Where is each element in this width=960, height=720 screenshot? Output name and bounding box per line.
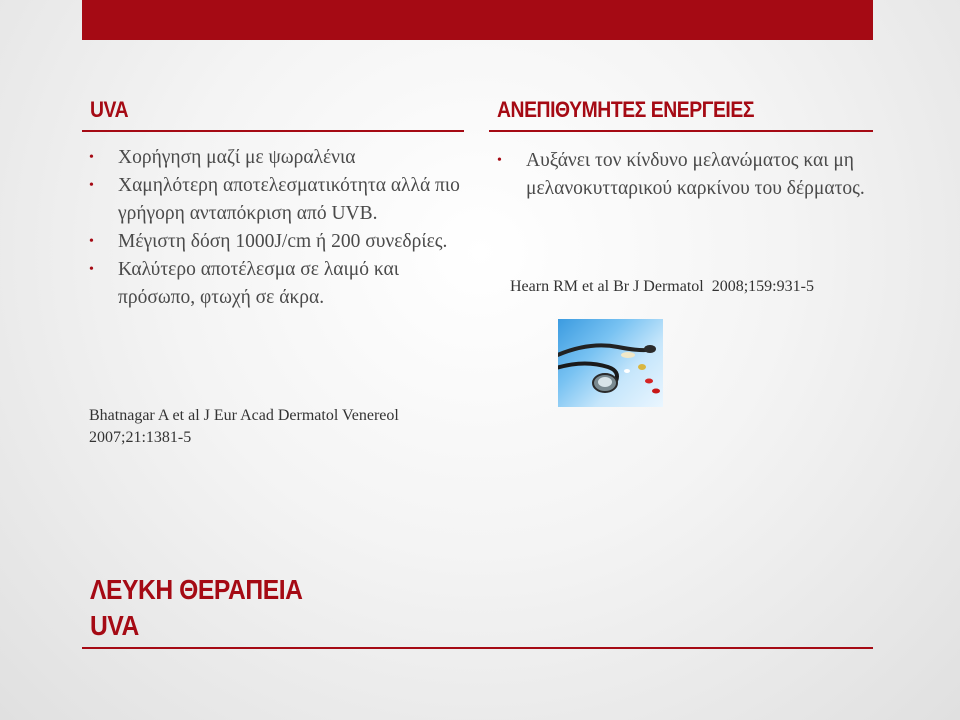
list-item-text: Μέγιστη δόση 1000J/cm ή 200 συνεδρίες. bbox=[118, 231, 448, 252]
left-heading: UVA bbox=[90, 97, 129, 122]
right-reference: Hearn RM et al Br J Dermatol 2008;159:931-5 bbox=[510, 278, 814, 295]
bullet-icon: • bbox=[89, 178, 94, 193]
top-accent-bar bbox=[82, 0, 873, 40]
slide-title bbox=[90, 572, 302, 644]
bullet-icon: • bbox=[89, 150, 94, 165]
left-heading-rule bbox=[82, 130, 464, 132]
stethoscope-pills-icon bbox=[558, 319, 663, 407]
list-item bbox=[89, 172, 469, 228]
list-item-text: Καλύτερο αποτέλεσμα σε λαιμό και πρόσωπο, φτωχή σε άκρα. bbox=[118, 259, 399, 308]
list-item bbox=[89, 256, 469, 312]
list-item-text: Χορήγηση μαζί με ψωραλένια bbox=[118, 147, 356, 168]
list-item-text: Χαμηλότερη αποτελεσματικότητα αλλά πιο γρήγορη ανταπόκριση από UVB. bbox=[118, 175, 460, 224]
list-item bbox=[89, 228, 469, 256]
right-heading: ΑΝΕΠΙΘΥΜΗΤΕΣ ΕΝΕΡΓΕΙΕΣ bbox=[497, 97, 755, 122]
list-item bbox=[89, 144, 469, 172]
slide-title-line2: UVA bbox=[90, 610, 139, 641]
left-reference: Bhatnagar A et al J Eur Acad Dermatol Venereol 2007;21:1381-5 bbox=[89, 407, 399, 446]
bullet-icon: • bbox=[497, 153, 502, 168]
left-bullet-list bbox=[89, 144, 469, 312]
list-item-text: Αυξάνει τον κίνδυνο μελανώματος και μη μελανοκυτταρικού καρκίνου του δέρματος. bbox=[526, 150, 865, 199]
list-item bbox=[497, 147, 877, 203]
right-heading-rule bbox=[489, 130, 873, 132]
title-rule bbox=[82, 647, 873, 649]
bullet-icon: • bbox=[89, 262, 94, 277]
bullet-icon: • bbox=[89, 234, 94, 249]
slide-title-line1: ΛΕΥΚΗ ΘΕΡΑΠΕΙΑ bbox=[90, 574, 303, 605]
right-bullet-list bbox=[497, 147, 877, 203]
